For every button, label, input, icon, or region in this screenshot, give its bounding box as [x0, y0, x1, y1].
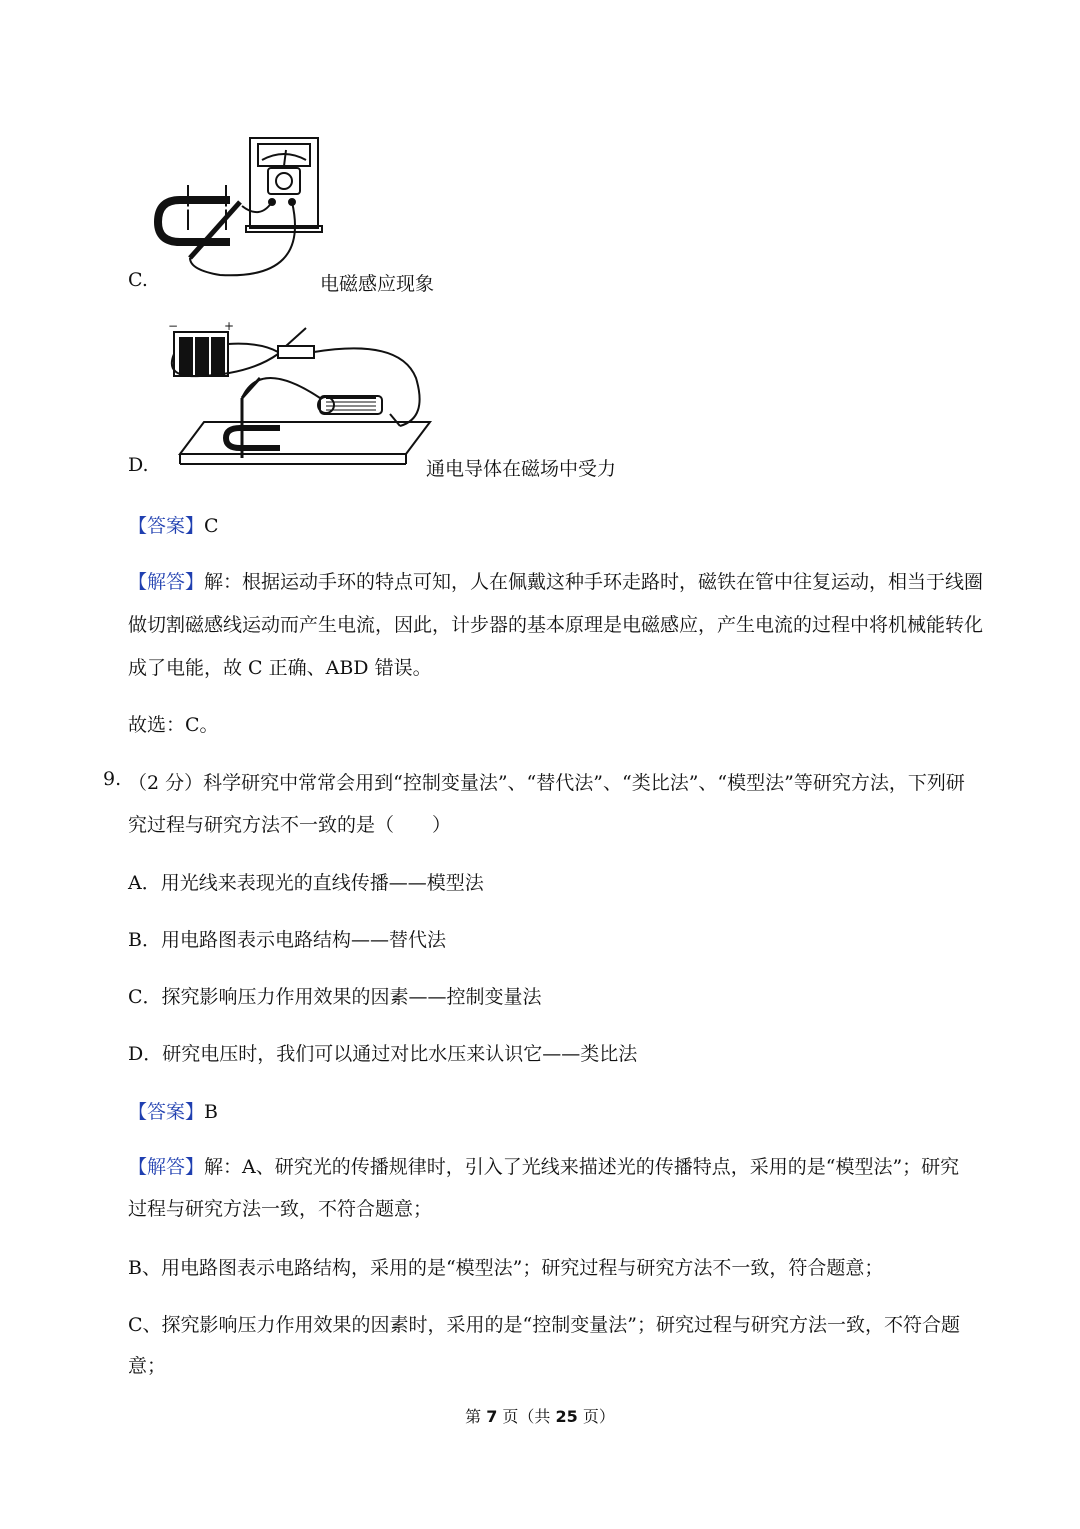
- q9-analysis-c-line-1: C、探究影响压力作用效果的因素时，采用的是“控制变量法”；研究过程与研究方法一致，不符合题: [128, 1314, 960, 1336]
- q8-analysis-tag: 【解答】: [128, 571, 205, 593]
- q8-analysis-line-3: 成了电能，故 C 正确、ABD 错误。: [128, 657, 432, 679]
- q9-stem-line-1: （2 分）科学研究中常常会用到“控制变量法”、“替代法”、“类比法”、“模型法”等研究方法，下列研: [128, 772, 965, 794]
- footer-prefix: 第: [465, 1407, 487, 1426]
- q9-analysis-a-line-2: 过程与研究方法一致，不符合题意；: [128, 1198, 433, 1220]
- svg-text:−: −: [168, 319, 179, 333]
- footer-suffix: 页）: [577, 1407, 615, 1426]
- option-d-caption: 通电导体在磁场中受力: [426, 458, 617, 480]
- footer-page-number: 7: [486, 1407, 498, 1426]
- q8-answer: [128, 511, 219, 538]
- option-c-letter: C.: [128, 269, 148, 291]
- option-c-caption: 电磁感应现象: [320, 273, 435, 295]
- q9-option-d: D．研究电压时，我们可以通过对比水压来认识它——类比法: [128, 1043, 638, 1065]
- q9-answer-tag: 【答案】: [128, 1101, 205, 1123]
- page-footer: [0, 1404, 1080, 1427]
- q9-analysis-c-line-2: 意；: [128, 1355, 167, 1377]
- q9-stem-line-2: 究过程与研究方法不一致的是（ ）: [128, 814, 452, 836]
- q8-answer-tag: 【答案】: [128, 515, 205, 537]
- q9-analysis-tag: 【解答】: [128, 1156, 205, 1178]
- footer-total-pages: 25: [555, 1407, 578, 1426]
- q9-number: 9.: [103, 768, 122, 790]
- q8-analysis-text-1: 解：根据运动手环的特点可知，人在佩戴这种手环走路时，磁铁在管中往复运动，相当于线圈: [204, 571, 984, 593]
- q9-option-b: B．用电路图表示电路结构——替代法: [128, 929, 446, 951]
- q9-answer-value: B: [204, 1101, 218, 1123]
- induction-figure: [150, 130, 340, 285]
- q8-analysis-line-1: [128, 567, 983, 594]
- q8-select: 故选：C。: [128, 714, 219, 736]
- q9-analysis-a-line-1: [128, 1152, 959, 1179]
- q8-analysis-line-2: 做切割磁感线运动而产生电流，因此，计步器的基本原理是电磁感应，产生电流的过程中将机械能转化: [128, 614, 984, 636]
- option-d-letter: D.: [128, 454, 149, 476]
- q9-option-a: A．用光线来表现光的直线传播——模型法: [128, 872, 484, 894]
- q8-answer-value: C: [204, 515, 219, 537]
- svg-text:+: +: [224, 319, 235, 333]
- q9-analysis-a-text: 解：A、研究光的传播规律时，引入了光线来描述光的传播特点，采用的是“模型法”；研究: [204, 1156, 960, 1178]
- q9-option-c: C．探究影响压力作用效果的因素——控制变量法: [128, 986, 542, 1008]
- q9-answer: [128, 1097, 218, 1124]
- footer-middle: 页（共: [497, 1407, 556, 1426]
- motor-effect-figure: [160, 318, 440, 468]
- q9-analysis-b: B、用电路图表示电路结构，采用的是“模型法”；研究过程与研究方法不一致，符合题意；: [128, 1257, 884, 1279]
